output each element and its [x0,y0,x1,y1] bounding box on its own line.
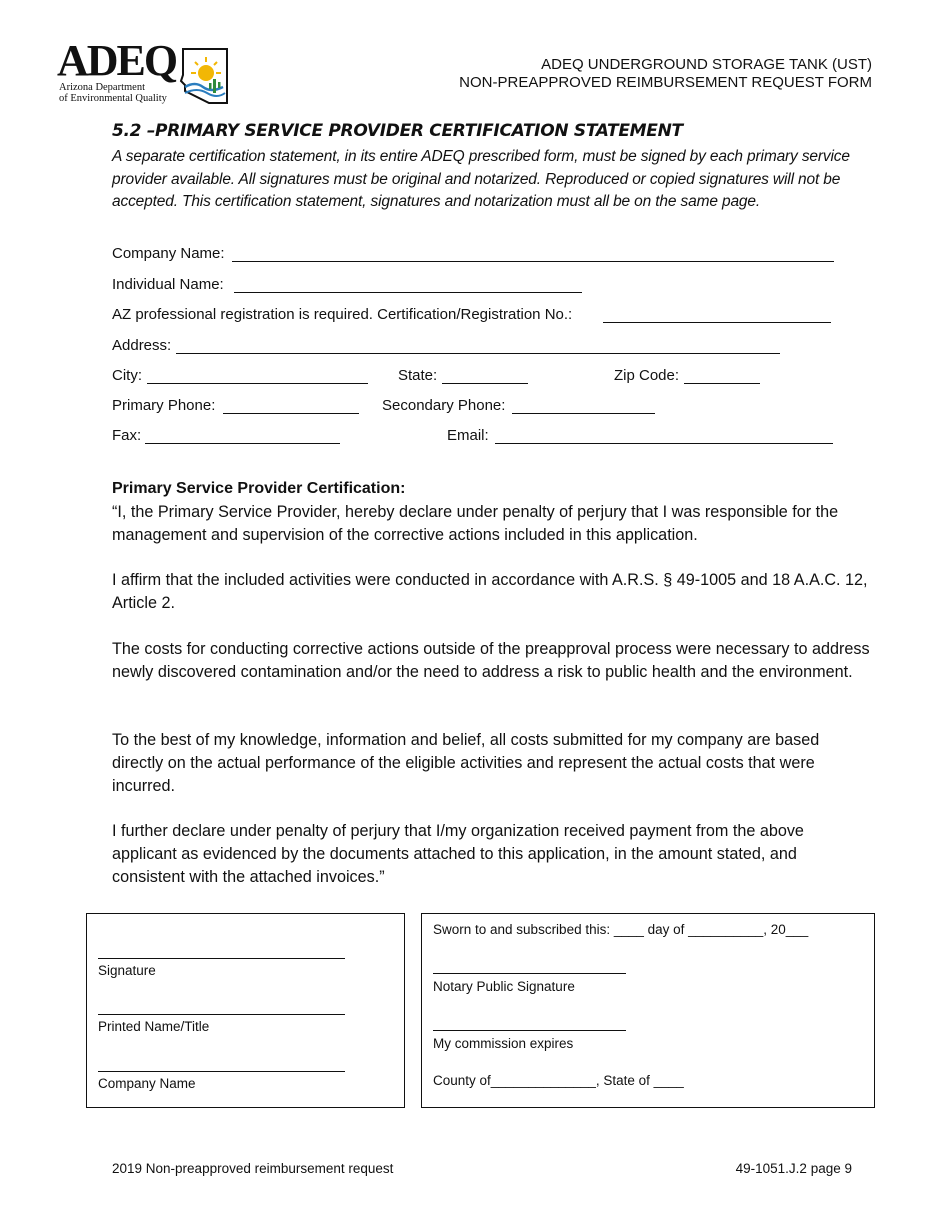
certification-paragraph: To the best of my knowledge, information and belief, all costs submitted for my company are based directly on the actual performance of the eligible activities and represent the actual costs that were incurred. [112,731,820,795]
company-name-field[interactable] [232,247,834,262]
zip-code-field[interactable] [684,369,760,384]
header-line-2: NON-PREAPPROVED REIMBURSEMENT REQUEST FORM [459,74,872,91]
footer-left: 2019 Non-preapproved reimbursement request [112,1161,394,1176]
county-state-field[interactable]: County of______________, State of ____ [433,1073,684,1088]
registration-number-field[interactable] [603,308,831,323]
zip-code-label: Zip Code: [614,367,680,384]
printed-name-line[interactable] [98,1013,345,1015]
fax-field[interactable] [145,429,340,444]
certification-paragraph: “I, the Primary Service Provider, hereby declare under penalty of perjury that I was responsible for the management and supervision of the corrective actions included in this application. [112,503,839,544]
primary-phone-label: Primary Phone: [112,397,216,414]
address-field[interactable] [176,339,780,354]
adeq-logo [57,36,229,107]
company-name-label: Company Name: [112,245,225,262]
certification-paragraph: I further declare under penalty of perjury that I/my organization received payment from the above applicant as evidenced by the documents attached to this application, in the amount stated, and consistent with the attached invoices.” [112,822,804,886]
section-intro: A separate certification statement, in its entire ADEQ prescribed form, must be signed by each primary service provider available. All signatures must be original and notarized. Reproduced or copied signatures will not be accepted. This certification statement, signatures and notarization must all be on the same page. [112,148,850,211]
state-field[interactable] [442,369,528,384]
email-field[interactable] [495,429,833,444]
address-label: Address: [112,337,172,354]
city-label: City: [112,367,142,384]
commission-expires-line[interactable] [433,1029,626,1031]
primary-phone-field[interactable] [223,399,359,414]
email-label: Email: [447,427,489,444]
individual-name-label: Individual Name: [112,276,224,293]
fax-label: Fax: [112,427,142,444]
signature-label: Signature [98,963,156,978]
registration-label: AZ professional registration is required. Certification/Registration No.: [112,306,573,323]
signature-line[interactable] [98,957,345,959]
certification-title: Primary Service Provider Certification: [112,480,406,497]
company-name-line[interactable] [98,1070,345,1072]
printed-name-label: Printed Name/Title [98,1019,210,1034]
logo-subtitle-1: Arizona Department [59,82,146,93]
header-line-1: ADEQ UNDERGROUND STORAGE TANK (UST) [541,56,872,73]
section-title: 5.2 –PRIMARY SERVICE PROVIDER CERTIFICATION STATEMENT [112,121,683,141]
arizona-state-icon [179,47,229,105]
footer-page-number: 49-1051.J.2 page 9 [735,1161,852,1176]
certification-paragraph: The costs for conducting corrective actions outside of the preapproval process were necessary to address newly discovered contamination and/or the need to address a risk to public health and the environment. [112,640,870,681]
secondary-phone-field[interactable] [512,399,655,414]
notary-signature-label: Notary Public Signature [433,979,575,994]
city-field[interactable] [147,369,368,384]
logo-subtitle-2: of Environmental Quality [59,93,167,104]
state-label: State: [398,367,438,384]
certification-paragraph: I affirm that the included activities were conducted in accordance with A.R.S. § 49-1005 and 18 A.A.C. 12, Article 2. [112,571,868,612]
secondary-phone-label: Secondary Phone: [382,397,506,414]
notary-signature-line[interactable] [433,972,626,974]
individual-name-field[interactable] [234,278,582,293]
sworn-statement[interactable]: Sworn to and subscribed this: ____ day of __________, 20___ [433,922,809,937]
company-name-sig-label: Company Name [98,1076,196,1091]
logo-wordmark: ADEQ [57,36,177,85]
commission-expires-label: My commission expires [433,1036,574,1051]
